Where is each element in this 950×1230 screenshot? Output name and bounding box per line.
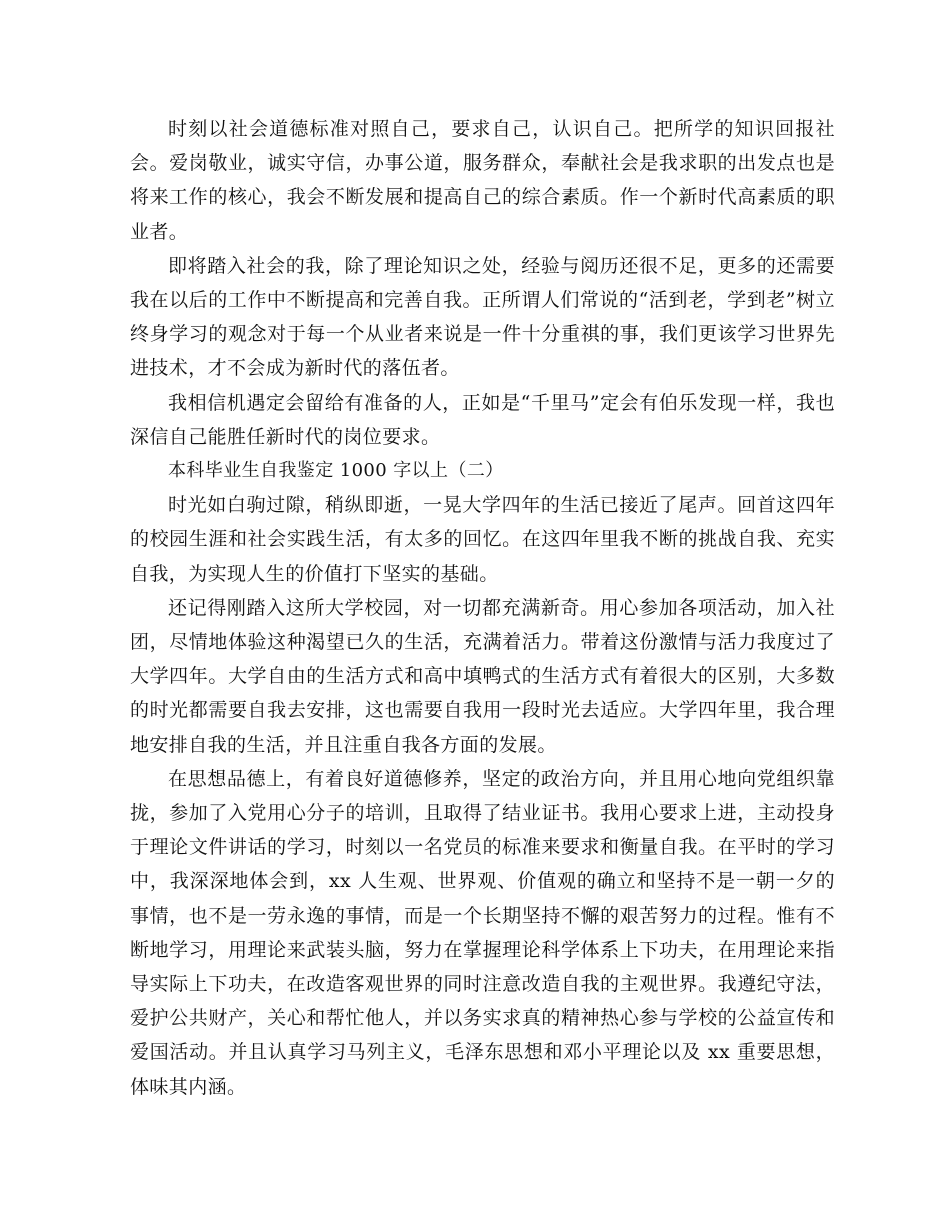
paragraph: 在思想品德上，有着良好道德修养，坚定的政治方向，并且用心地向党组织靠拢，参加了入党用心分子的培训，且取得了结业证书。我用心要求上进，主动投身于理论文件讲话的学习，时刻以一名党员的标准来要求和衡量自我。在平时的学习中，我深深地体会到，xx 人生观、世界观、价值观的确立和坚持不是一朝一夕的事情，也不是一劳永逸的事情，而是一个长期坚持不懈的艰苦努力的过程。惟有不断地学习，用理论来武装头脑，努力在掌握理论科学体系上下功夫，在用理论来指导实际上下功夫，在改造客观世界的同时注意改造自我的主观世界。我遵纪守法，爱护公共财产，关心和帮忙他人，并以务实求真的精神热心参与学校的公益宣传和爱国活动。并且认真学习马列主义，毛泽东思想和邓小平理论以及 xx 重要思想，体味其内涵。 [130, 767, 835, 1098]
paragraph: 还记得刚踏入这所大学校园，对一切都充满新奇。用心参加各项活动，加入社团，尽情地体验这种渴望已久的生活，充满着活力。带着这份激情与活力我度过了大学四年。大学自由的生活方式和高中填鸭式的生活方式有着很大的区别，大多数的时光都需要自我去安排，这也需要自我用一段时光去适应。大学四年里，我合理地安排自我的生活，并且注重自我各方面的发展。 [130, 596, 835, 756]
document-body [130, 112, 835, 1104]
paragraph: 我相信机遇定会留给有准备的人，正如是“千里马”定会有伯乐发现一样，我也深信自己能胜任新时代的岗位要求。 [130, 391, 835, 448]
paragraph: 时光如白驹过隙，稍纵即逝，一晃大学四年的生活已接近了尾声。回首这四年的校园生涯和社会实践生活，有太多的回忆。在这四年里我不断的挑战自我、充实自我，为实现人生的价值打下坚实的基础。 [130, 494, 835, 585]
paragraph: 时刻以社会道德标准对照自己，要求自己，认识自己。把所学的知识回报社会。爱岗敬业，诚实守信，办事公道，服务群众，奉献社会是我求职的出发点也是将来工作的核心，我会不断发展和提高自己的综合素质。作一个新时代高素质的职业者。 [130, 118, 835, 243]
paragraph: 即将踏入社会的我，除了理论知识之处，经验与阅历还很不足，更多的还需要我在以后的工作中不断提高和完善自我。正所谓人们常说的“活到老，学到老”树立终身学习的观念对于每一个从业者来说是一件十分重祺的事，我们更该学习世界先进技术，才不会成为新时代的落伍者。 [130, 254, 835, 380]
section-heading: 本科毕业生自我鉴定 1000 字以上（二） [168, 460, 504, 482]
